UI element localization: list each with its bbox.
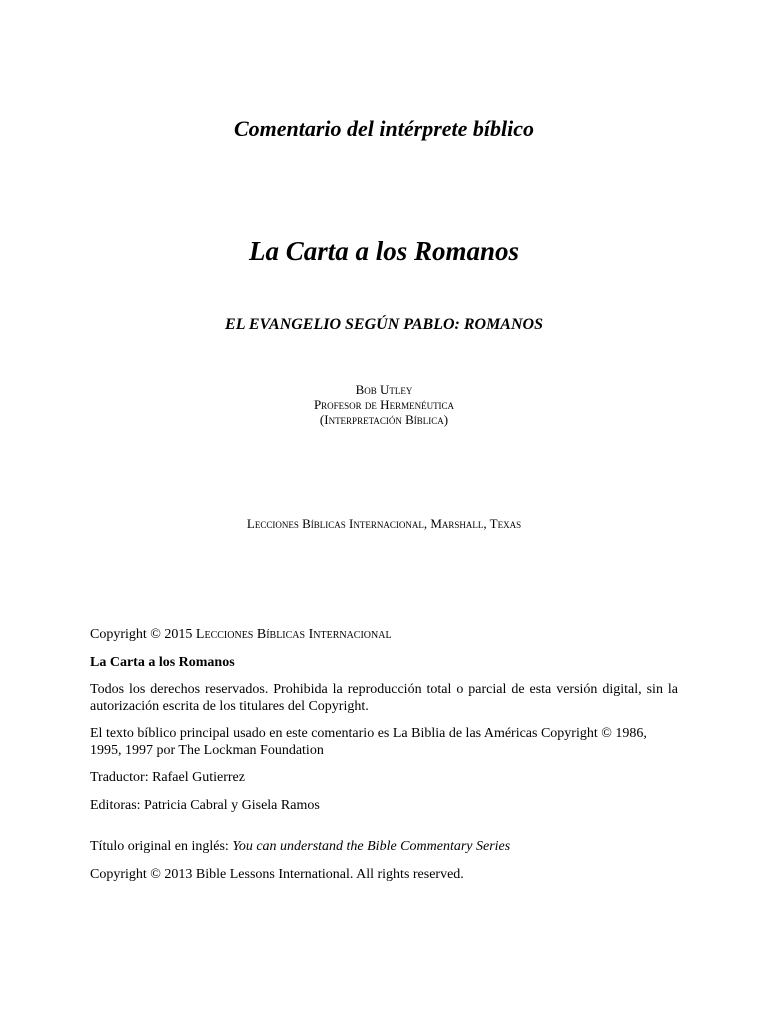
copyright-prefix: Copyright © 2015 (90, 627, 196, 642)
book-subtitle: EL EVANGELIO SEGÚN PABLO: ROMANOS (225, 316, 543, 333)
publisher-line: Lecciones Bíblicas Internacional, Marshall, Texas (246, 516, 522, 531)
author-name: Bob Utley (355, 382, 413, 397)
rights-statement: Todos los derechos reservados. Prohibida la reproducción total o parcial de esta versión digital, sin la autorización escrita de los titulares del Copyright. (90, 682, 678, 714)
copyright-holder: Lecciones Bíblicas Internacional (195, 627, 392, 642)
author-role: Profesor de Hermenéutica (313, 397, 455, 412)
original-title-line (90, 838, 678, 855)
bible-text-statement: El texto bíblico principal usado en este comentario es La Biblia de las Américas Copyright © 1986, 1995, 1997 por The Lockman Foundation (90, 726, 647, 758)
series-title: Comentario del intérprete bíblico (233, 116, 535, 141)
author-role-detail: (Interpretación Bíblica) (319, 412, 449, 427)
original-title: You can understand the Bible Commentary Series (232, 839, 511, 854)
original-copyright-line: Copyright © 2013 Bible Lessons International. All rights reserved. (90, 867, 464, 882)
copyright-book-title: La Carta a los Romanos (90, 655, 235, 670)
copyright-line (90, 626, 678, 643)
book-title: La Carta a los Romanos (248, 236, 520, 266)
original-title-label: Título original en inglés: (90, 839, 233, 854)
translator-line: Traductor: Rafael Gutierrez (90, 770, 245, 785)
author-block (0, 382, 768, 427)
editors-line: Editoras: Patricia Cabral y Gisela Ramos (90, 798, 320, 813)
